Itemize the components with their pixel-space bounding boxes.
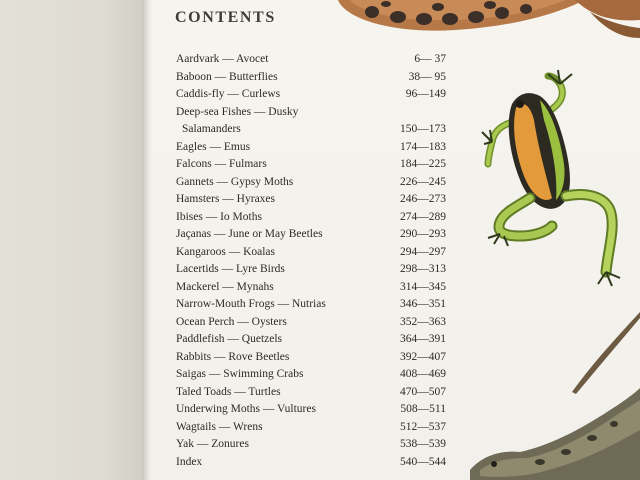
lizard-top-illustration [338, 0, 640, 38]
toc-entry [176, 349, 456, 367]
toc-entry-title: Gannets — Gypsy Moths [176, 175, 294, 188]
toc-entry [176, 401, 456, 419]
toc-entry [176, 296, 456, 314]
toc-entry [176, 191, 456, 209]
toc-entry-pages: 540—544 [400, 455, 446, 468]
toc-entry [176, 366, 456, 384]
toc-entry-title: Mackerel — Mynahs [176, 280, 274, 293]
toc-entry [176, 384, 456, 402]
toc-entry-pages: 298—313 [400, 263, 446, 275]
toc-entry-title: Underwing Moths — Vultures [176, 403, 316, 415]
toc-entry-pages: 290—293 [400, 228, 446, 240]
toc-entry-title: Narrow-Mouth Frogs — Nutrias [176, 298, 326, 310]
toc-entry-title: Saigas — Swimming Crabs [176, 368, 304, 380]
toc-entry-title: Yak — Zonures [176, 438, 249, 450]
toc-entry-title: Ocean Perch — Oysters [176, 315, 287, 328]
toc-entry-pages: 174—183 [400, 140, 446, 153]
toc-entry-title: Hamsters — Hyraxes [176, 193, 276, 205]
toc-entry [176, 244, 456, 262]
toc-entry-pages: 38— 95 [408, 70, 446, 83]
toc-entry-pages: 392—407 [400, 350, 446, 363]
toc-entry-pages: 96—149 [405, 88, 446, 100]
toc-entry [176, 104, 456, 122]
toc-entry [176, 419, 456, 437]
toc-entry-pages: 364—391 [400, 333, 446, 345]
toc-entry [176, 279, 456, 297]
toc-entry-title: Jaçanas — June or May Beetles [176, 228, 323, 240]
toc-entry [176, 139, 456, 157]
toc-entry-pages: 508—511 [400, 403, 446, 415]
poison-dart-frog-illustration [482, 70, 620, 286]
toc-entry-title: Falcons — Fulmars [176, 158, 267, 170]
toc-entry-pages: 352—363 [400, 315, 446, 328]
toc-entry-pages: 314—345 [400, 280, 446, 293]
toc-entry-title: Aardvark — Avocet [176, 53, 269, 65]
toc-entry-pages: 274—289 [400, 210, 446, 223]
toc-entry-title: Deep-sea Fishes — Dusky [176, 105, 299, 118]
toc-entry-pages: 346—351 [400, 298, 446, 310]
toc-entry [176, 226, 456, 244]
toc-entry-pages: 470—507 [400, 385, 446, 398]
toc-entry-title: Caddis-fly — Curlews [176, 88, 281, 100]
toc-entry-title: Eagles — Emus [176, 140, 251, 153]
toc-entry-pages: 150—173 [400, 123, 446, 135]
toc-entry-pages: 294—297 [400, 245, 446, 258]
toc-entry [176, 174, 456, 192]
toc-entry-pages: 246—273 [400, 193, 446, 205]
toc-entry-title: Lacertids — Lyre Birds [176, 263, 285, 275]
contents-heading: CONTENTS [175, 9, 276, 26]
toc-entry-pages: 408—469 [400, 368, 446, 380]
toc-entry [176, 86, 456, 104]
toc-entry-title: Taled Toads — Turtles [176, 385, 281, 398]
toc-entry-title: Salamanders [182, 123, 241, 135]
toc-entry-title: Wagtails — Wrens [176, 420, 263, 433]
toc-entry-title: Baboon — Butterflies [176, 70, 278, 83]
toc-entry-title: Kangaroos — Koalas [176, 245, 276, 258]
toc-entry-pages: 6— 37 [414, 53, 446, 65]
toc-entry [176, 51, 456, 69]
toc-entry [176, 314, 456, 332]
toc-entry [176, 69, 456, 87]
toc-entry [176, 156, 456, 174]
table-of-contents [176, 51, 456, 471]
toc-entry-title: Rabbits — Rove Beetles [176, 350, 290, 363]
toc-entry [176, 331, 456, 349]
toc-entry-pages: 538—539 [400, 438, 446, 450]
toc-entry-title: Paddlefish — Quetzels [176, 333, 283, 345]
toc-entry-pages: 226—245 [400, 175, 446, 188]
lizard-bottom-illustration [470, 388, 640, 480]
toc-entry [176, 454, 456, 472]
toc-entry-pages: 512—537 [400, 420, 446, 433]
toc-entry [176, 436, 456, 454]
toc-entry-pages: 184—225 [400, 158, 446, 170]
toc-entry [176, 121, 456, 139]
toc-entry-title: Ibises — Io Moths [176, 210, 262, 223]
twig-illustration [572, 312, 640, 394]
toc-entry [176, 261, 456, 279]
toc-entry-title: Index [176, 455, 203, 468]
toc-entry [176, 209, 456, 227]
